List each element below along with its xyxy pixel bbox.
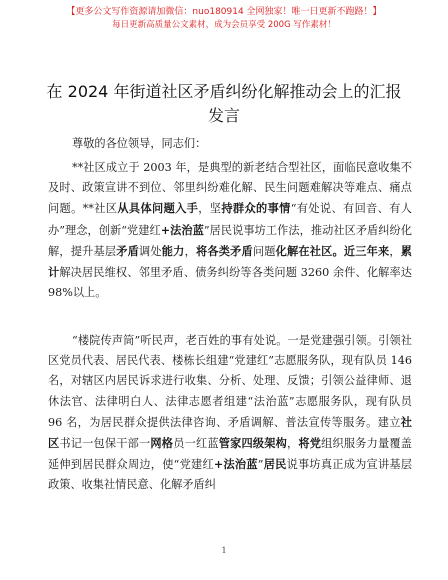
p2-run: 网格 <box>150 436 174 451</box>
p1-run: ”居民说事坊工作法，推动社区矛盾纠纷化解，提升基层 <box>48 223 412 258</box>
p1-run: ， <box>184 244 196 258</box>
p2-run: 管家四级架构 <box>218 436 287 451</box>
p2-run: 居民 <box>263 457 287 472</box>
p1-run: 矛盾 <box>116 243 140 258</box>
page-number: 1 <box>221 546 227 555</box>
p2-run: ” <box>257 458 264 472</box>
p2-run: +法治蓝 <box>213 457 258 472</box>
p2-run: “楼院传声筒”听民声，老百姓的事有处说。一是党建强引领。引领社区党员代表、居民代表、楼栋长组建“党建红”志愿服务队，现有队员 146 名，对辖区内居民诉求进行收集、分析、处理、反馈；引领公益律师、退休法官、法律明白人、法律志愿者组建“法治蓝”志愿服务队，现有队员 96 名，为居民群众提供法律咨询、矛盾调解、普法宣传等服务。建立 <box>48 334 412 429</box>
p1-run: 解决居民维权、邻里矛盾、债务纠纷等各类问题 3260 余件、化解率达 98%以上。 <box>48 266 412 300</box>
p2-run: 员一红蓝 <box>173 437 219 451</box>
document-title: 在 2024 年街道社区矛盾纠纷化解推动会上的汇报发言 <box>46 82 402 125</box>
p2-run: 社区 <box>48 414 412 451</box>
p1-run: 将各类矛盾 <box>195 243 253 258</box>
p1-run: ，坚 <box>198 202 222 216</box>
p1-run: 累计 <box>48 243 412 280</box>
p2-run: 说事坊真正成为宣讲基层政策、收集社情民意、化解矛盾纠 <box>48 458 412 492</box>
p1-run: ， <box>389 244 401 258</box>
p1-run: “有处说、有回音、有人办”理念，创新“党建红 <box>48 202 412 237</box>
promo-banner-line-1: 【更多公文写作资源请加微信：nuo180914 全网独家！唯一日更新不跑路！】 <box>66 7 382 17</box>
p1-run: 持群众的事情 <box>221 201 291 216</box>
p2-run: ， <box>286 437 299 451</box>
p1-run: 问题 <box>252 244 276 258</box>
paragraph-1 <box>48 158 412 303</box>
p1-run: 从具体问题入手 <box>117 201 199 216</box>
p2-run: 书记一包保干部一 <box>59 437 151 451</box>
promo-banner-line-2: 每日更新高质量公文素材，成为会员享受 200G 写作素材！ <box>112 20 336 30</box>
p2-run: 组织服务力量覆盖延伸到居民群众周边，使“党建红 <box>48 437 412 472</box>
p2-run: 将党 <box>298 436 322 451</box>
promo-banner <box>0 6 448 32</box>
p1-run: 能力 <box>161 243 185 258</box>
greeting: 尊敬的各位领导，同志们： <box>72 137 207 150</box>
p1-run: 化解在社区。近三年来 <box>275 243 390 258</box>
p1-run: 调处 <box>139 244 162 258</box>
p1-run: +法治蓝 <box>160 222 204 237</box>
p1-run: **社区成立于 2003 年，是典型的新老结合型社区，面临民意收集不及时、政策宣讲不到位、邻里纠纷难化解、民生问题难解决等难点、痛点问题。**社区 <box>48 161 412 216</box>
paragraph-2 <box>48 331 412 496</box>
